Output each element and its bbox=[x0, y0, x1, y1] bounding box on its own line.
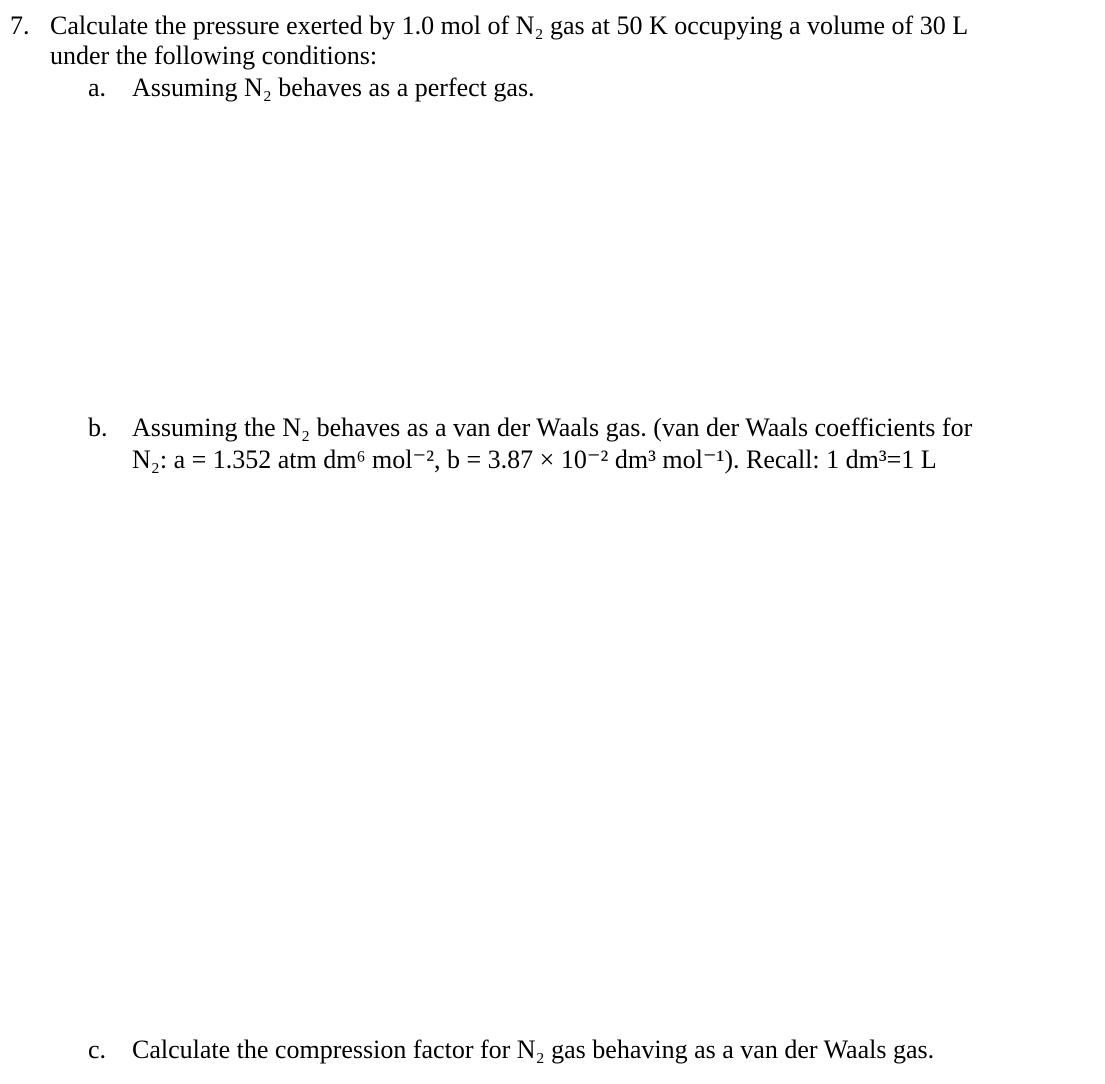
question-line-2: under the following conditions: bbox=[50, 41, 378, 70]
part-c-label: c. bbox=[88, 1035, 107, 1064]
question-number: 7. bbox=[10, 11, 30, 40]
part-a-answer-space bbox=[132, 110, 1032, 400]
question-line-1: Calculate the pressure exerted by 1.0 mol of N₂ gas at 50 K occupying a volume of 30 L bbox=[50, 11, 969, 40]
part-b-line-1: Assuming the N₂ behaves as a van der Waals gas. (van der Waals coefficients for bbox=[132, 413, 973, 442]
part-b-label: b. bbox=[88, 413, 108, 442]
part-a-text: Assuming N₂ behaves as a perfect gas. bbox=[132, 73, 535, 102]
part-b-answer-space bbox=[132, 485, 1032, 1025]
part-c-text: Calculate the compression factor for N₂ gas behaving as a van der Waals gas. bbox=[132, 1035, 935, 1064]
part-a-label: a. bbox=[88, 73, 107, 102]
part-b-line-2: N₂: a = 1.352 atm dm⁶ mol⁻², b = 3.87 × 10⁻² dm³ mol⁻¹). Recall: 1 dm³=1 L bbox=[132, 445, 937, 474]
